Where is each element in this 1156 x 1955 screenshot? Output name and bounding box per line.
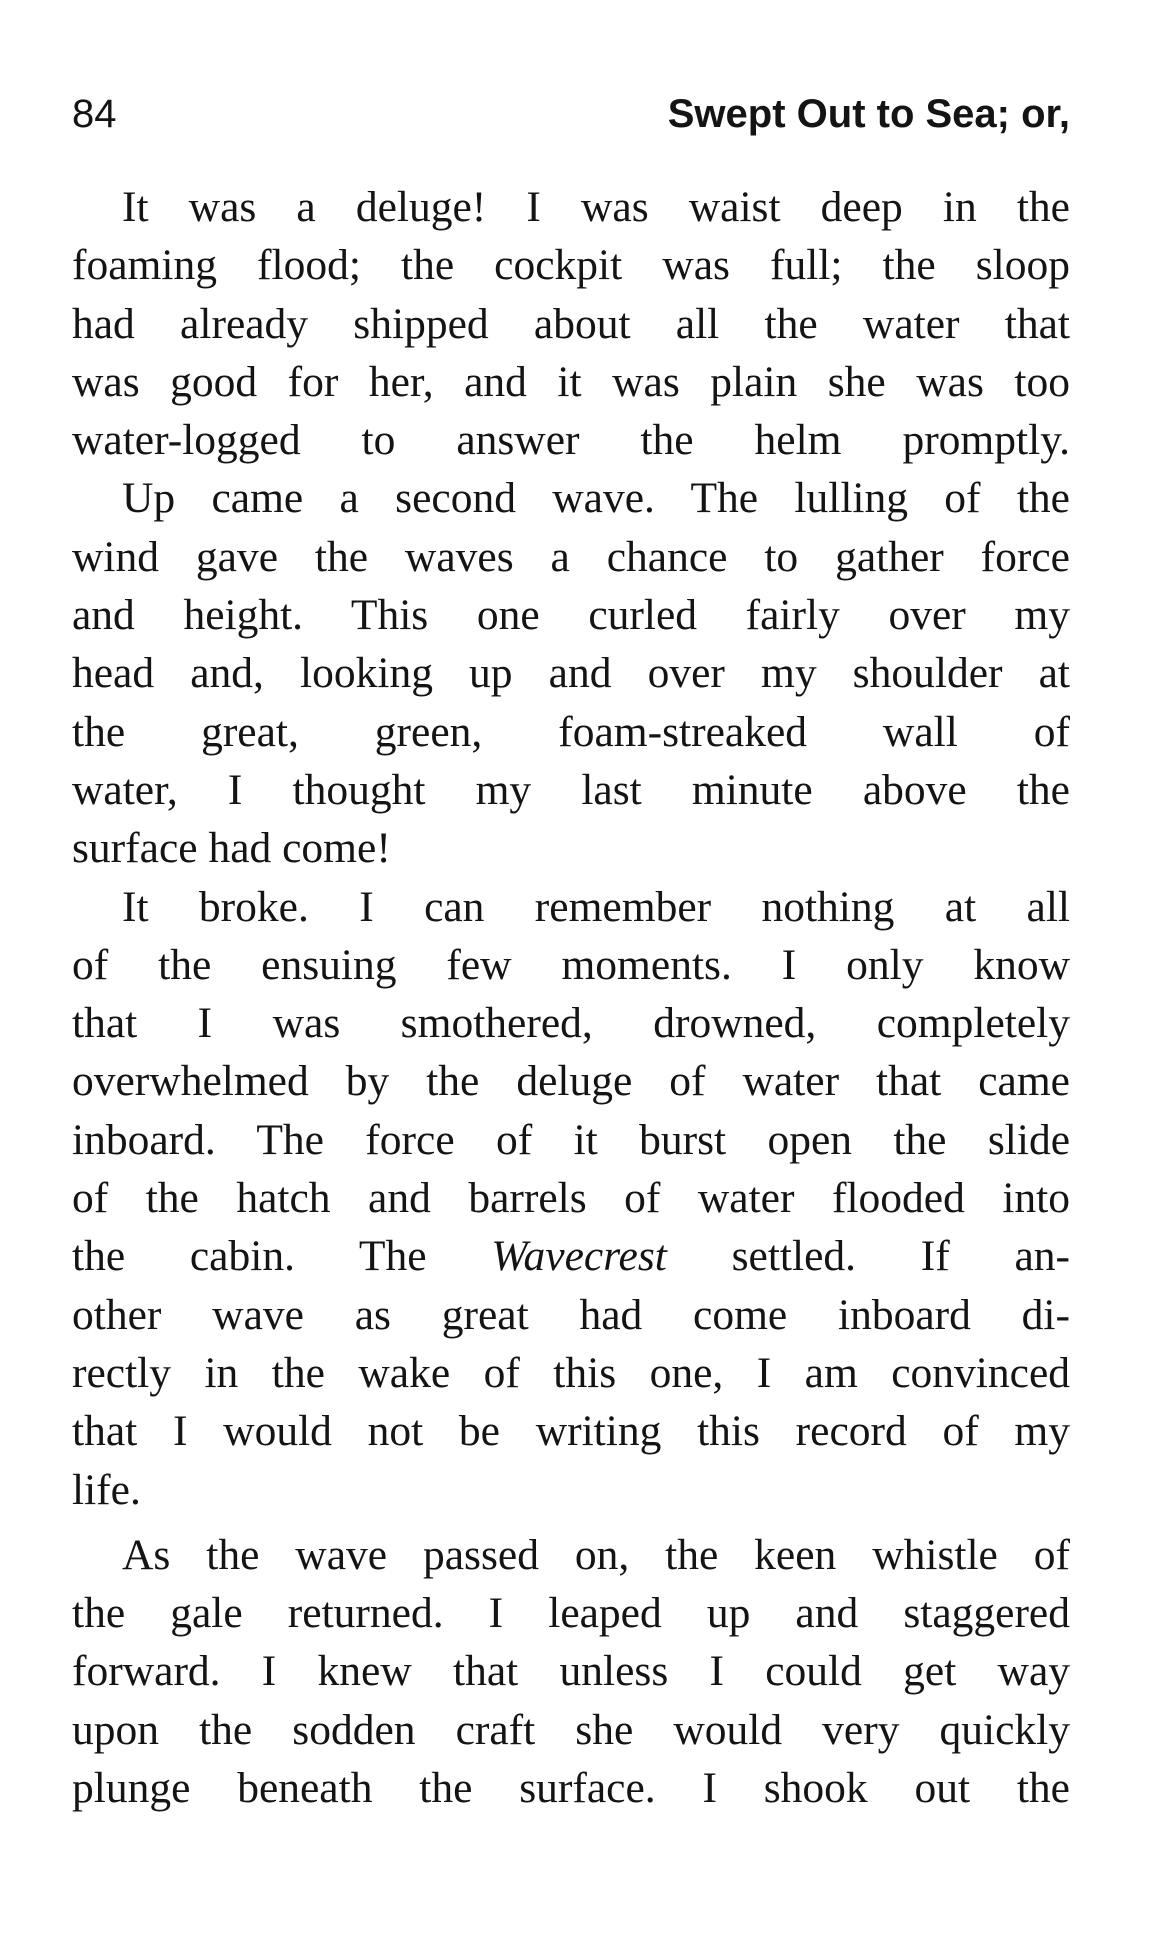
- text-fragment: the cabin. The: [72, 1232, 492, 1281]
- text-line: inboard. The force of it burst open the slide: [72, 1115, 1070, 1164]
- text-line: wind gave the waves a chance to gather force: [72, 532, 1070, 581]
- text-line: the gale returned. I leaped up and staggered: [72, 1589, 1070, 1638]
- text-line: As the wave passed on, the keen whistle of: [122, 1530, 1070, 1579]
- paragraph: [72, 469, 1070, 877]
- text-line: head and, looking up and over my shoulder at: [72, 649, 1070, 698]
- text-line: Up came a second wave. The lulling of the: [122, 474, 1070, 523]
- ship-name: Wavecrest: [491, 1232, 667, 1281]
- text-line: It was a deluge! I was waist deep in the: [122, 183, 1070, 231]
- text-fragment: settled. If an-: [666, 1232, 1070, 1281]
- running-title: Swept Out to Sea; or,: [667, 92, 1070, 136]
- paragraph: [72, 178, 1070, 469]
- text-line: water, I thought my last minute above the: [72, 765, 1070, 814]
- running-head: [72, 84, 1070, 144]
- text-line: rectly in the wake of this one, I am convinced: [72, 1348, 1070, 1397]
- text-line: upon the sodden craft she would very quickly: [72, 1705, 1070, 1754]
- paragraph-gap: [72, 1519, 1070, 1526]
- text-line: that I was smothered, drowned, completely: [72, 999, 1070, 1048]
- text-line: of the hatch and barrels of water flooded into: [72, 1174, 1070, 1223]
- text-line: water-logged to answer the helm promptly.: [72, 416, 1070, 465]
- text-line: of the ensuing few moments. I only know: [72, 940, 1070, 989]
- text-line: had already shipped about all the water that: [72, 299, 1070, 348]
- text-line: It broke. I can remember nothing at all: [122, 882, 1070, 931]
- text-line: forward. I knew that unless I could get way: [72, 1647, 1070, 1696]
- text-line: the great, green, foam-streaked wall of: [72, 707, 1070, 756]
- text-line: overwhelmed by the deluge of water that came: [72, 1057, 1070, 1106]
- text-line: surface had come!: [72, 824, 391, 873]
- text-line: foaming flood; the cockpit was full; the sloop: [72, 241, 1070, 290]
- paragraph: [72, 878, 1070, 1519]
- text-line: plunge beneath the surface. I shook out the: [72, 1764, 1070, 1813]
- page-number: 84: [72, 92, 117, 136]
- text-line: was good for her, and it was plain she was too: [72, 357, 1070, 406]
- text-line: life.: [72, 1465, 141, 1514]
- body-text: [72, 178, 1070, 1817]
- text-line: that I would not be writing this record of my: [72, 1407, 1070, 1456]
- text-line-with-ship-name: [72, 1227, 1070, 1285]
- paragraph: [72, 1526, 1070, 1817]
- text-line: and height. This one curled fairly over my: [72, 591, 1070, 640]
- text-line: other wave as great had come inboard di-: [72, 1290, 1070, 1339]
